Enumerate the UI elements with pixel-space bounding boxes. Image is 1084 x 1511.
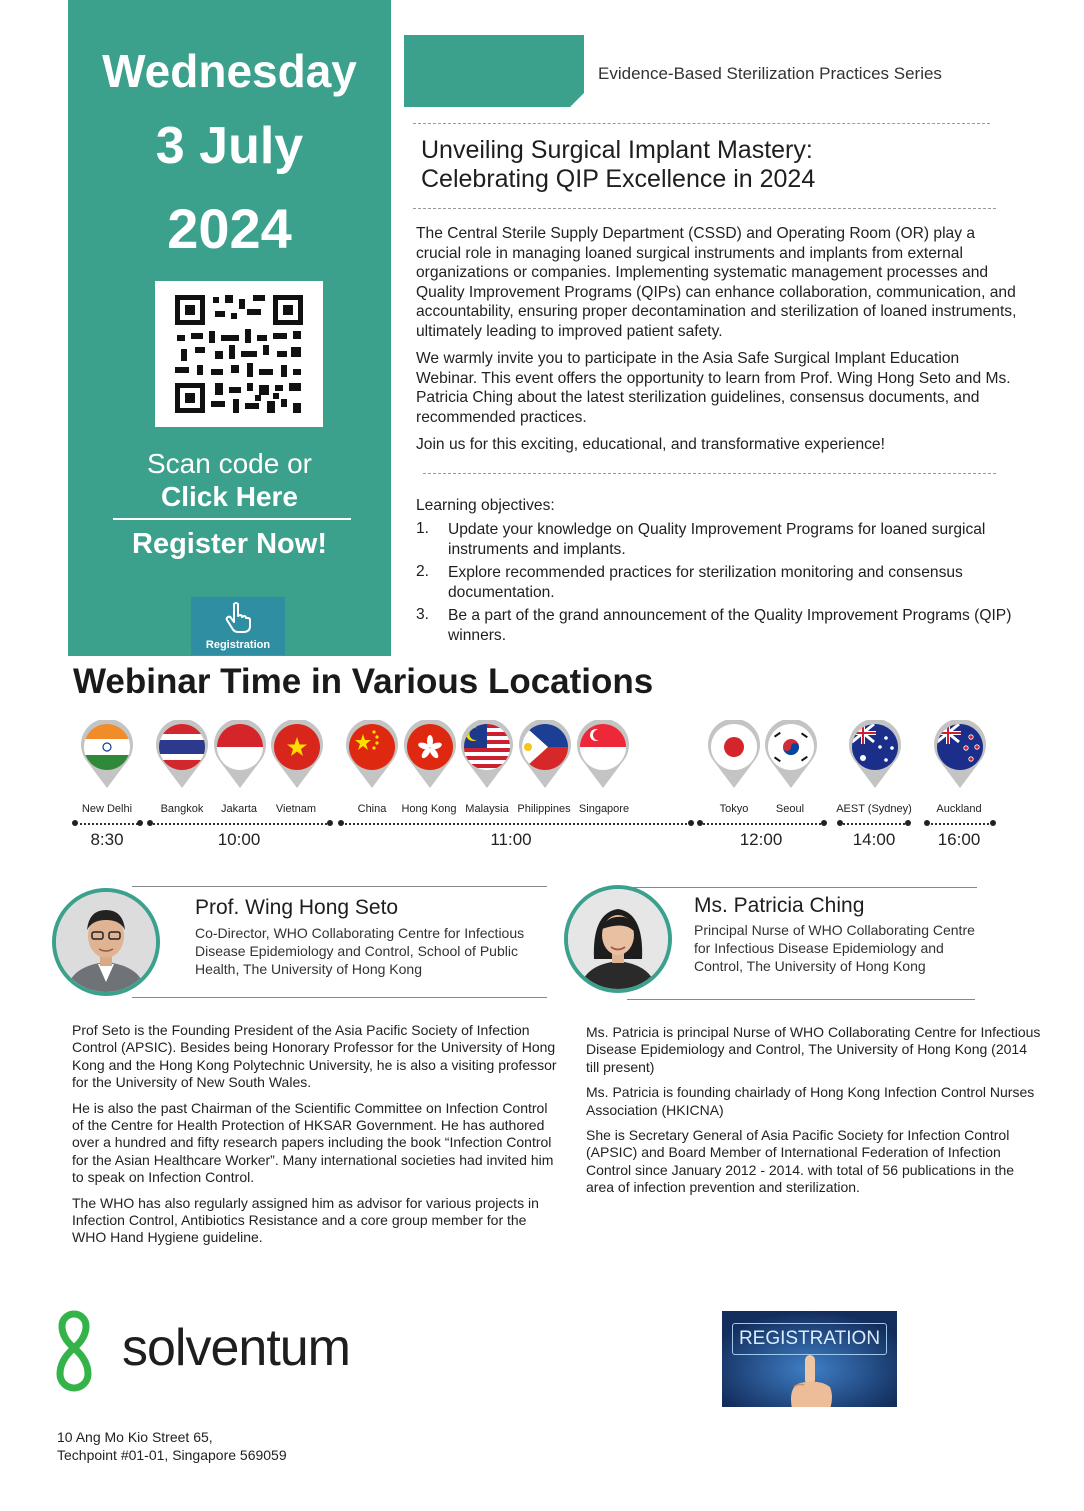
timeline-dot <box>327 820 333 826</box>
new-zealand-flag-icon <box>933 720 987 790</box>
event-year: 2024 <box>167 197 292 260</box>
bio-paragraph: The WHO has also regularly assigned him as advisor for various projects in Infection Control, Antibiotics Resistance and a core group member for the WHO Hand Hygiene guideline. <box>72 1194 539 1246</box>
pointing-finger-icon <box>780 1353 840 1407</box>
bio-paragraph: Ms. Patricia is principal Nurse of WHO Collaborating Centre for Infectious Disease Epidemiology and Control, The University of Hong Kong (2014 till present) <box>586 1024 1041 1075</box>
bio-paragraph: Ms. Patricia is founding chairlady of Hong Kong Infection Control Nurses Association (HKICNA) <box>586 1084 1035 1118</box>
speaker-photo-ching <box>564 885 672 993</box>
timeline-segment <box>341 823 691 825</box>
location-label: AEST (Sydney) <box>836 803 912 815</box>
register-now-link[interactable]: Register Now! <box>132 528 327 560</box>
objective-number: 2. <box>416 563 430 580</box>
series-title: Evidence-Based Sterilization Practices Series <box>598 64 942 83</box>
title-line-1: Unveiling Surgical Implant Mastery: <box>421 136 813 164</box>
timeline-segment <box>840 823 908 825</box>
objective-number: 1. <box>416 520 430 537</box>
divider <box>413 208 996 209</box>
location-label: Philippines <box>517 803 571 815</box>
brand-name: solventum <box>122 1319 350 1377</box>
china-flag-icon <box>345 720 399 790</box>
bio-paragraph: She is Secretary General of Asia Pacific Society for Infection Control (APSIC) and Board Member of International Federation of Infection Control since January 2012 - 2014. with total of 56 publications in the area of infection prevention and sterilization. <box>586 1127 1015 1196</box>
time-label: 11:00 <box>490 830 532 849</box>
vietnam-flag-icon <box>270 720 324 790</box>
timeline-segment <box>150 823 331 825</box>
click-here-link[interactable]: Click Here <box>161 481 298 512</box>
india-flag-icon <box>80 720 134 790</box>
timeline-dot <box>147 820 153 826</box>
speaker-bio-seto <box>72 1022 560 1255</box>
australia-flag-icon <box>848 720 902 790</box>
philippines-flag-icon <box>518 720 572 790</box>
timeline-dot <box>338 820 344 826</box>
location-label: Malaysia <box>465 803 509 815</box>
date-panel <box>68 0 391 656</box>
time-label: 14:00 <box>852 830 896 849</box>
address <box>57 1428 287 1464</box>
time-label: 8:30 <box>90 830 124 849</box>
speaker-role: Principal Nurse of WHO Collaborating Centre for Infectious Disease Epidemiology and Control, The University of Hong Kong <box>694 922 975 974</box>
time-label: 10:00 <box>217 830 261 849</box>
timeline-dot <box>821 820 827 826</box>
registration-banner[interactable] <box>722 1311 897 1407</box>
objective-text: Be a part of the grand announcement of the Quality Improvement Programs (QIP) winners. <box>448 607 1012 644</box>
hong-kong-flag-icon <box>403 720 457 790</box>
timeline-dot <box>990 820 996 826</box>
person-avatar-icon <box>568 889 668 989</box>
timeline-segment <box>75 823 138 825</box>
intro-paragraph: The Central Sterile Supply Department (CSSD) and Operating Room (OR) play a crucial role in managing loaned surgical instruments and implants from external organizations or companies. Implementing systematic management processes and Quality Improvement Programs (QIPs) can enhance collaboration, communication, and accountability, ensuring proper decontamination and sterilization of loaned instruments, ultimately leading to improved patient safety. <box>416 225 1017 340</box>
location-label: Tokyo <box>719 803 749 815</box>
registration-button[interactable] <box>191 597 285 655</box>
address-line: 10 Ang Mo Kio Street 65, <box>57 1429 213 1445</box>
solventum-logo-icon <box>44 1310 108 1396</box>
timeline-segment <box>927 823 993 825</box>
timeline-dot <box>72 820 78 826</box>
scan-code-text: Scan code or <box>147 448 312 479</box>
speaker-name: Prof. Wing Hong Seto <box>195 896 399 919</box>
page-title <box>421 136 981 194</box>
speaker-rule <box>627 887 977 888</box>
location-label: Auckland <box>936 803 982 815</box>
series-ribbon <box>404 35 584 107</box>
speaker-rule <box>627 999 975 1000</box>
timeline-dot <box>837 820 843 826</box>
thailand-flag-icon <box>155 720 209 790</box>
speaker-photo-seto <box>52 888 160 996</box>
pointing-hand-icon <box>223 601 253 633</box>
address-line: Techpoint #01-01, Singapore 569059 <box>57 1447 287 1463</box>
person-avatar-icon <box>56 892 156 992</box>
malaysia-flag-icon <box>460 720 514 790</box>
qr-code-icon <box>175 295 303 413</box>
event-day: Wednesday <box>102 45 357 97</box>
invitation-paragraph: We warmly invite you to participate in the Asia Safe Surgical Implant Education Webinar. This event offers the opportunity to learn from Prof. Wing Hong Seto and Ms. Patricia Ching about the latest sterilization guidelines, consensus documents, and recommended practices. <box>416 350 1011 426</box>
registration-banner-label: REGISTRATION <box>732 1323 887 1355</box>
webinar-times-title: Webinar Time in Various Locations <box>73 662 654 701</box>
divider <box>423 473 996 474</box>
timeline-segment <box>700 823 824 825</box>
location-label: Seoul <box>775 803 805 815</box>
qr-code[interactable] <box>155 281 323 427</box>
indonesia-flag-icon <box>213 720 267 790</box>
location-label: Jakarta <box>220 803 258 815</box>
panel-divider <box>113 518 351 520</box>
location-label: China <box>357 803 387 815</box>
south-korea-flag-icon <box>764 720 818 790</box>
time-label: 12:00 <box>739 830 783 849</box>
title-line-2: Celebrating QIP Excellence in 2024 <box>421 165 816 193</box>
location-label: Hong Kong <box>401 803 457 815</box>
location-label: New Delhi <box>81 803 133 815</box>
speaker-rule <box>132 997 547 998</box>
divider <box>413 123 990 124</box>
join-paragraph: Join us for this exciting, educational, and transformative experience! <box>416 436 885 453</box>
timeline-dot <box>697 820 703 826</box>
learning-objectives-title: Learning objectives: <box>416 497 555 514</box>
timeline-dot <box>905 820 911 826</box>
registration-button-label: Registration <box>205 639 271 651</box>
speaker-name: Ms. Patricia Ching <box>694 894 865 917</box>
location-label: Bangkok <box>160 803 204 815</box>
time-label: 16:00 <box>937 830 981 849</box>
location-label: Singapore <box>578 803 630 815</box>
timeline-dot <box>688 820 694 826</box>
speaker-role: Co-Director, WHO Collaborating Centre for Infectious Disease Epidemiology and Control, School of Public Health, The University of Hong Kong <box>195 925 525 977</box>
location-label: Vietnam <box>275 803 317 815</box>
bio-paragraph: Prof Seto is the Founding President of the Asia Pacific Society of Infection Control (APSIC). Besides being Honorary Professor for the University of Hong Kong and the Hong Kong Polytechnic University, he is also a visiting professor for the University of New South Wales. <box>72 1022 557 1091</box>
singapore-flag-icon <box>576 720 630 790</box>
event-date: 3 July <box>155 117 304 175</box>
objective-text: Update your knowledge on Quality Improvement Programs for loaned surgical instruments and implants. <box>448 521 986 558</box>
objective-number: 3. <box>416 606 430 623</box>
timeline-dot <box>924 820 930 826</box>
bio-paragraph: He is also the past Chairman of the Scientific Committee on Infection Control of the Centre for Health Protection of HKSAR Government. He has authored over a hundred and fifty research papers including the book “Infection Control for the Asian Healthcare Worker”. Many international societies had invited him to speak on Infection Control. <box>72 1099 554 1186</box>
speaker-bio-ching <box>586 1024 1042 1205</box>
objective-text: Explore recommended practices for sterilization monitoring and consensus documentation. <box>448 564 963 601</box>
japan-flag-icon <box>707 720 761 790</box>
speaker-rule <box>132 886 547 887</box>
timeline-dot <box>137 820 143 826</box>
